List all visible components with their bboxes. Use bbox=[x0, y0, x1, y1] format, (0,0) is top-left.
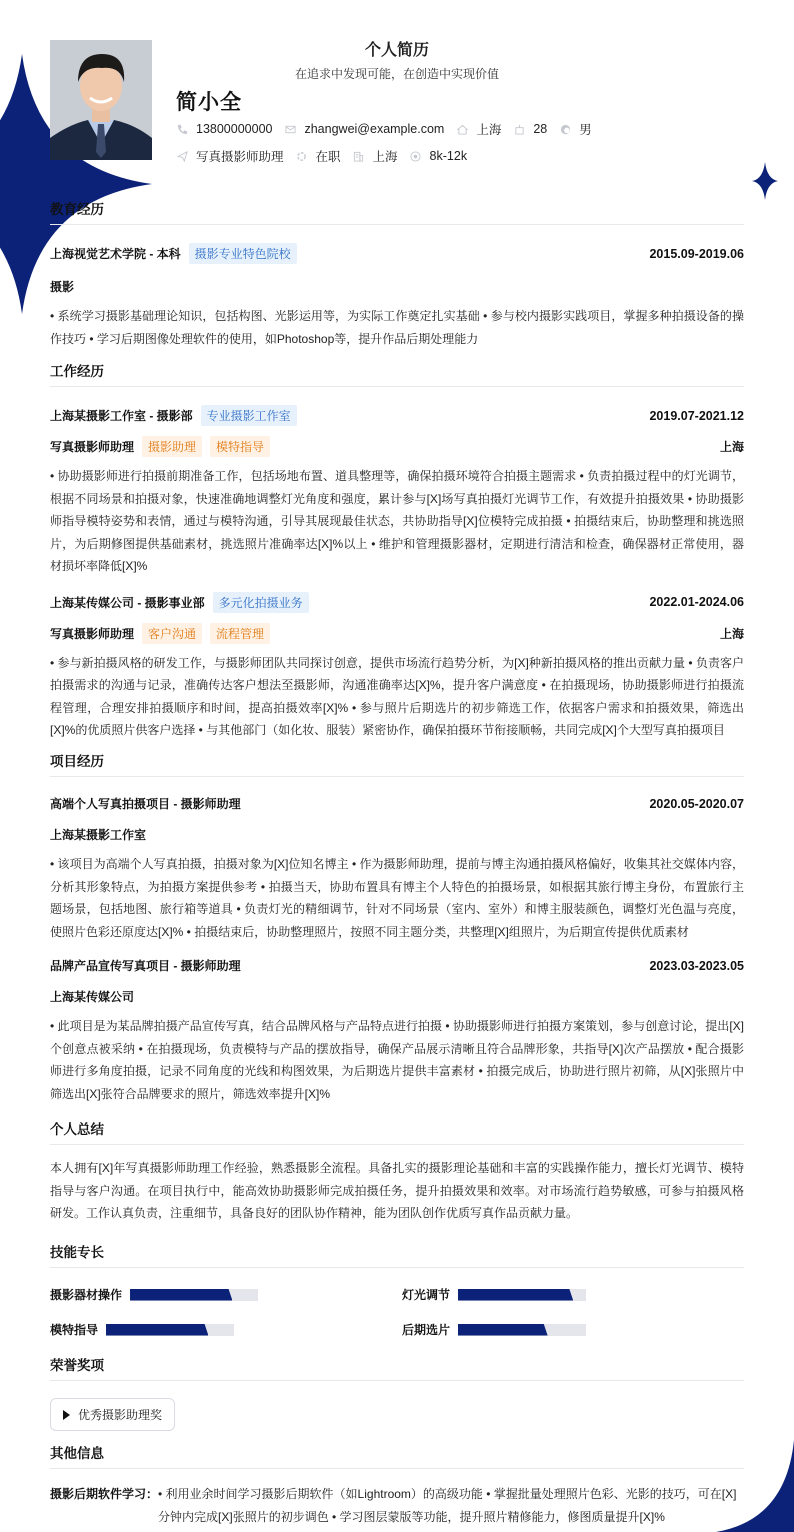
summary-text: 本人拥有[X]年写真摄影师助理工作经验，熟悉摄影全流程。具备扎实的摄影理论基础和丰富的实践操作能力，擅长灯光调节、模特指导与客户沟通。在项目执行中，能高效协助摄影师完成拍摄任务，提升拍摄效果和效率。对市场流行趋势敏感，可参与拍摄风格研发。工作认真负责，注重细节，具备良好的团队协作精神，能为团队创作优质写真作品贡献力量。 bbox=[50, 1161, 744, 1220]
email-value: zhangwei@example.com bbox=[304, 122, 445, 136]
skill-tag: 流程管理 bbox=[210, 623, 270, 644]
gender-item bbox=[559, 120, 592, 138]
work-location: 上海 bbox=[719, 626, 744, 641]
other-info-label: 摄影后期软件学习： bbox=[50, 1487, 159, 1501]
role-name: 写真摄影师助理 bbox=[50, 440, 135, 454]
company-tag: 专业摄影工作室 bbox=[201, 405, 297, 426]
status-icon bbox=[296, 150, 308, 162]
city-item bbox=[456, 120, 501, 138]
section-title: 教育经历 bbox=[50, 198, 744, 225]
project-date: 2023.03-2023.05 bbox=[649, 958, 744, 973]
education-date: 2015.09-2019.06 bbox=[649, 246, 744, 261]
skill-tag: 客户沟通 bbox=[142, 623, 202, 644]
project-org: 上海某摄影工作室 bbox=[50, 828, 147, 842]
education-section bbox=[50, 198, 744, 350]
contact-info-row bbox=[176, 120, 604, 138]
projects-section bbox=[50, 750, 744, 1105]
work-role-row bbox=[50, 623, 744, 644]
candidate-name: 简小全 bbox=[176, 91, 242, 114]
job-intent-row bbox=[176, 147, 479, 165]
work-date: 2019.07-2021.12 bbox=[649, 408, 744, 423]
work-description: • 参与新拍摄风格的研发工作，与摄影师团队共同探讨创意，提供市场流行趋势分析，为[X]种新拍摄风格的推出贡献力量 • 负责客户拍摄需求的沟通与记录，准确传达客户想法至摄影师，沟通准确率达[X]%，提升客户满意度 • 在拍摄现场，协助摄影师进行拍摄流程管理，合理安排拍摄顺序和时间，提高拍摄效率[X]% • 参与照片后期选片的初步筛选工作，依据客户需求和拍摄效果，筛选出[X]%的优质照片供客户选择 • 与其他部门（如化妆、服装）紧密协作，确保拍摄环节衔接顺畅，共同完成[X]个大型写真拍摄项目 bbox=[50, 655, 744, 737]
other-info-section bbox=[50, 1442, 744, 1528]
skill-item bbox=[50, 1286, 402, 1303]
work-date: 2022.01-2024.06 bbox=[649, 595, 744, 609]
company-name: 上海某传媒公司 - 摄影事业部 bbox=[50, 595, 205, 610]
other-info-item bbox=[50, 1483, 744, 1528]
project-item-header bbox=[50, 957, 744, 974]
skills-section bbox=[50, 1241, 744, 1338]
education-description: • 系统学习摄影基础理论知识，包括构图、光影运用等，为实际工作奠定扎实基础 • 参与校内摄影实践项目，掌握多种拍摄设备的操作技巧 • 学习后期图像处理软件的使用，如Photoshop等，提升作品后期处理能力 bbox=[50, 309, 744, 346]
age-value: 28 bbox=[533, 122, 548, 136]
section-title: 其他信息 bbox=[50, 1442, 744, 1469]
status-value: 在职 bbox=[315, 150, 341, 164]
skill-level-fill bbox=[130, 1289, 232, 1301]
salary-value: 8k-12k bbox=[429, 149, 468, 163]
work-item-header bbox=[50, 592, 744, 613]
awards-section bbox=[50, 1354, 744, 1431]
home-icon bbox=[456, 123, 468, 135]
work-role-row bbox=[50, 436, 744, 457]
school-tag: 摄影专业特色院校 bbox=[189, 243, 297, 264]
major: 摄影 bbox=[50, 280, 75, 294]
section-title: 技能专长 bbox=[50, 1241, 744, 1268]
project-org: 上海某传媒公司 bbox=[50, 990, 135, 1004]
work-section bbox=[50, 360, 744, 742]
skill-level-fill bbox=[458, 1324, 548, 1336]
skill-name: 模特指导 bbox=[50, 1323, 99, 1337]
skill-tag: 摄影助理 bbox=[142, 436, 202, 457]
skill-name: 灯光调节 bbox=[402, 1288, 451, 1302]
skill-name: 摄影器材操作 bbox=[50, 1288, 123, 1302]
other-info-text: • 利用业余时间学习摄影后期软件（如Lightroom）的高级功能 • 掌握批量处理照片色彩、光影的技巧，可在[X]分钟内完成[X]张照片的初步调色 • 学习图层蒙版等功能，提升照片精修能力，修图质量提升[X]% bbox=[158, 1487, 737, 1524]
salary-icon bbox=[410, 150, 422, 162]
award-item[interactable] bbox=[50, 1398, 175, 1431]
skill-item bbox=[50, 1321, 402, 1338]
skill-item bbox=[402, 1286, 744, 1303]
company-tag: 多元化拍摄业务 bbox=[213, 592, 309, 613]
skill-level-fill bbox=[458, 1289, 573, 1301]
send-icon bbox=[176, 150, 188, 162]
section-title: 荣誉奖项 bbox=[50, 1354, 744, 1381]
phone-item bbox=[176, 122, 272, 136]
skill-name: 后期选片 bbox=[402, 1323, 451, 1337]
school-name: 上海视觉艺术学院 - 本科 bbox=[50, 247, 181, 261]
skill-bar bbox=[130, 1289, 258, 1301]
target-city-item bbox=[353, 147, 398, 165]
triangle-right-icon bbox=[63, 1410, 70, 1420]
role-name: 写真摄影师助理 bbox=[50, 626, 135, 641]
decorative-star-small bbox=[752, 162, 778, 200]
skills-grid bbox=[50, 1286, 744, 1338]
skill-bar bbox=[458, 1289, 586, 1301]
skill-level-fill bbox=[106, 1324, 208, 1336]
age-icon bbox=[513, 123, 525, 135]
skill-bar bbox=[106, 1324, 234, 1336]
work-item-header bbox=[50, 405, 744, 426]
phone-value: 13800000000 bbox=[196, 122, 273, 136]
section-title: 个人总结 bbox=[50, 1118, 744, 1145]
education-item-header bbox=[50, 243, 744, 264]
email-item bbox=[284, 122, 444, 136]
project-item-header bbox=[50, 795, 744, 812]
resume-title: 个人简历 bbox=[364, 42, 429, 59]
company-name: 上海某摄影工作室 - 摄影部 bbox=[50, 409, 193, 423]
age-item bbox=[513, 122, 547, 136]
project-name: 高端个人写真拍摄项目 - 摄影师助理 bbox=[50, 797, 241, 811]
project-name: 品牌产品宣传写真项目 - 摄影师助理 bbox=[50, 959, 241, 973]
skill-tag: 模特指导 bbox=[210, 436, 270, 457]
target-city-value: 上海 bbox=[372, 150, 398, 164]
project-description: • 此项目是为某品牌拍摄产品宣传写真，结合品牌风格与产品特点进行拍摄 • 协助摄影师进行拍摄方案策划，参与创意讨论，提出[X]个创意点被采纳 • 在拍摄现场，负责模特与产品的摆放指导，确保产品展示清晰且符合品牌形象，共指导[X]次产品摆放 • 配合摄影师进行多角度拍摄，记录不同角度的光线和构图效果，为后期选片提供丰富素材 • 拍摄完成后，协助进行照片初筛，从[X]张照片中筛选出[X]张符合品牌要求的照片，筛选效率提升[X]% bbox=[50, 1019, 744, 1101]
project-date: 2020.05-2020.07 bbox=[649, 796, 744, 811]
position-item bbox=[176, 147, 284, 165]
award-name: 优秀摄影助理奖 bbox=[78, 1408, 163, 1422]
gender-icon bbox=[559, 123, 571, 135]
status-item bbox=[296, 147, 341, 165]
section-title: 工作经历 bbox=[50, 360, 744, 387]
position-value: 写真摄影师助理 bbox=[196, 150, 284, 164]
phone-icon bbox=[176, 123, 188, 135]
building-icon bbox=[353, 150, 365, 162]
work-location: 上海 bbox=[719, 440, 744, 454]
skill-item bbox=[402, 1321, 744, 1338]
city-value: 上海 bbox=[476, 123, 502, 137]
summary-section bbox=[50, 1118, 744, 1225]
gender-value: 男 bbox=[579, 123, 592, 137]
mail-icon bbox=[284, 123, 296, 135]
section-title: 项目经历 bbox=[50, 750, 744, 777]
resume-motto: 在追求中发现可能，在创造中实现价值 bbox=[294, 67, 499, 81]
salary-item bbox=[410, 149, 468, 163]
project-description: • 该项目为高端个人写真拍摄，拍摄对象为[X]位知名博主 • 作为摄影师助理，提前与博主沟通拍摄风格偏好，收集其社交媒体内容，分析其形象特点，为拍摄方案提供参考 • 拍摄当天，协助布置具有博主个人特色的拍摄场景，如根据其旅行博主身份，布置旅行主题场景，包括地图、旅行箱等道具 • 负责灯光的精细调节，针对不同场景（室内、室外）和博主服装颜色，调整灯光色温与亮度，使照片色彩还原度达[X]% • 拍摄结束后，协助整理照片，按照不同主题分类，共整理[X]组照片，为后期宣传提供优质素材 bbox=[50, 857, 744, 939]
skill-bar bbox=[458, 1324, 586, 1336]
work-description: • 协助摄影师进行拍摄前期准备工作，包括场地布置、道具整理等，确保拍摄环境符合拍摄主题需求 • 负责拍摄过程中的灯光调节，根据不同场景和拍摄对象，快速准确地调整灯光角度和强度，累计参与[X]场写真拍摄灯光调节工作，有效提升拍摄效果 • 协助摄影师指导模特姿势和表情，通过与模特沟通，引导其展现最佳状态，共协助指导[X]位模特完成拍摄 • 拍摄结束后，协助整理和挑选照片，为后期修图提供基础素材，挑选照片准确率达[X]%以上 • 维护和管理摄影器材，定期进行清洁和检查，确保器材正常使用，器材损坏率降低[X]% bbox=[50, 469, 744, 573]
